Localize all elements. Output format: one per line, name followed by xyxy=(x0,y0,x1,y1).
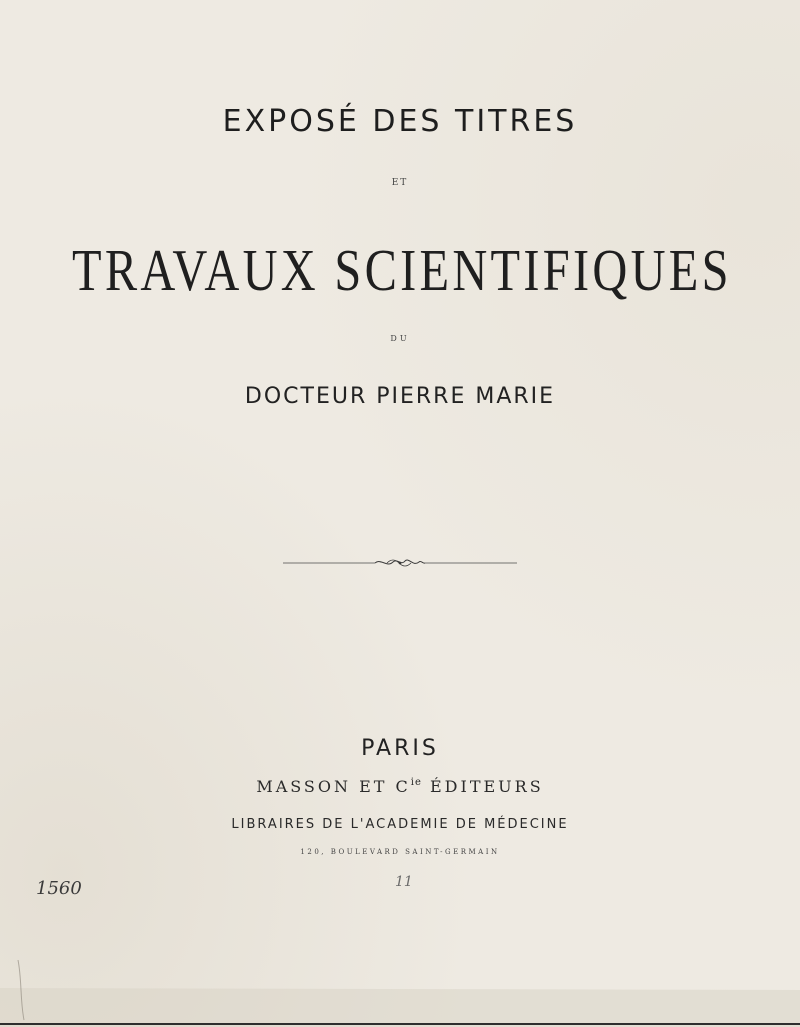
decorative-rule-icon xyxy=(283,556,517,570)
address-line: 120, BOULEVARD SAINT-GERMAIN xyxy=(300,848,500,856)
publisher-line xyxy=(0,777,800,796)
publisher-superscript: ie xyxy=(410,777,422,788)
shelfmark-annotation: 1560 xyxy=(36,878,82,899)
preposition-label: DU xyxy=(390,334,410,343)
main-title: TRAVAUX SCIENTIFIQUES xyxy=(72,237,732,303)
title-top: EXPOSÉ DES TITRES xyxy=(222,104,578,139)
pen-mark-annotation: 11 xyxy=(395,874,413,890)
publisher-role: ÉDITEURS xyxy=(430,777,544,796)
library-line: LIBRAIRES DE L'ACADEMIE DE MÉDECINE xyxy=(231,817,569,832)
city-label: PARIS xyxy=(361,736,439,761)
conjunction-label: ET xyxy=(391,178,409,188)
publisher-name: MASSON ET C xyxy=(256,777,411,796)
binding-edge-shadow xyxy=(0,960,800,1027)
author-name: DOCTEUR PIERRE MARIE xyxy=(244,384,556,409)
